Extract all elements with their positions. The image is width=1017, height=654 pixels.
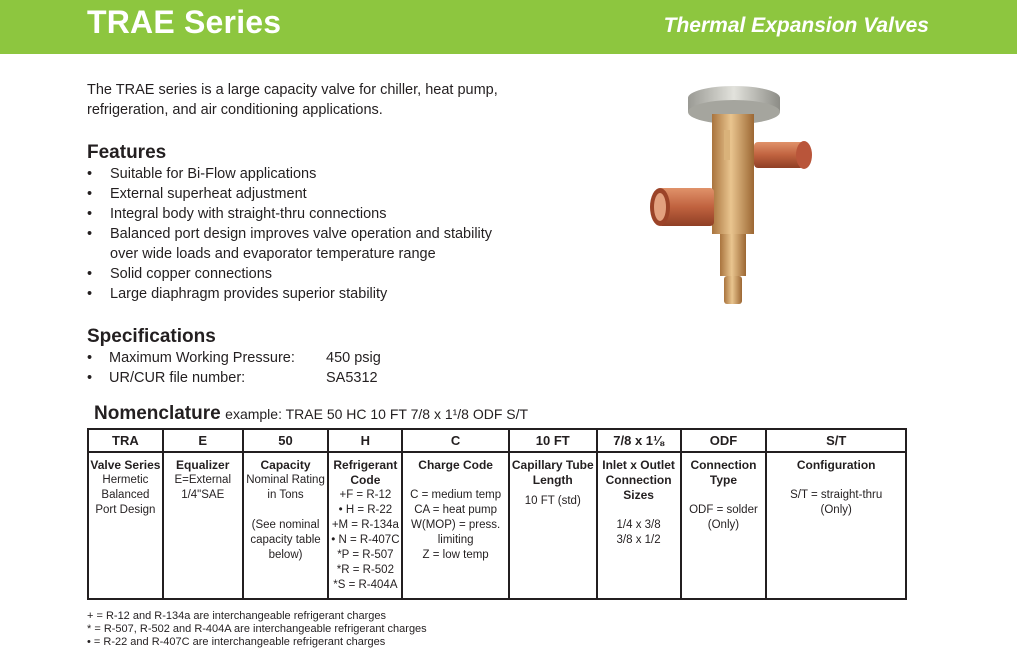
intro-paragraph: The TRAE series is a large capacity valve for chiller, heat pump, refrigeration, and air conditioning applications. (87, 82, 498, 118)
spec-value: 450 psig (326, 350, 381, 366)
nomenclature-heading (94, 403, 528, 425)
list-item: • Large diaphragm provides superior stability (87, 286, 388, 302)
column-code: E (163, 429, 243, 452)
page-subtitle: Thermal Expansion Valves (663, 14, 929, 37)
nomenclature-table (87, 428, 907, 600)
features-heading: Features (87, 142, 167, 163)
column-code: C (402, 429, 509, 452)
table-cell: Configuration S/T = straight-thru (Only) (766, 452, 906, 599)
list-item: • Integral body with straight-thru connections (87, 206, 387, 222)
list-item: • Balanced port design improves valve operation and stability over wide loads and evaporator temperature range (87, 226, 493, 262)
column-code: S/T (766, 429, 906, 452)
table-cell: Charge Code C = medium temp CA = heat pump W(MOP) = press. limiting Z = low temp (402, 452, 509, 599)
header-banner (0, 0, 1017, 54)
table-header-row (88, 429, 906, 452)
list-item: • Solid copper connections (87, 266, 273, 282)
spec-value: SA5312 (326, 370, 378, 386)
column-code: 10 FT (509, 429, 597, 452)
specifications-heading: Specifications (87, 326, 216, 347)
table-cell: Inlet x Outlet Connection Sizes 1/4 x 3/8 3/8 x 1/2 (597, 452, 681, 599)
column-code: H (328, 429, 402, 452)
spec-label: Maximum Working Pressure: (109, 350, 295, 366)
table-cell: Valve Series Hermetic Balanced Port Design (88, 452, 163, 599)
table-cell: Capacity Nominal Rating in Tons (See nominal capacity table below) (243, 452, 329, 599)
features-list (87, 164, 507, 304)
table-cell: Connection Type ODF = solder (Only) (681, 452, 767, 599)
page-title: TRAE Series (87, 4, 282, 40)
table-cell: Refrigerant Code +F = R-12 • H = R-22 +M = R-134a • N = R-407C *P = R-507 *R = R-502 *S = R-404A (328, 452, 402, 599)
footnote: * = R-507, R-502 and R-404A are interchangeable refrigerant charges (87, 623, 427, 635)
spec-label: UR/CUR file number: (109, 370, 246, 386)
valve-product-image (600, 70, 830, 320)
column-code: 7/8 x 1⅛ (597, 429, 681, 452)
footnotes (87, 610, 427, 649)
footnote: + = R-12 and R-134a are interchangeable refrigerant charges (87, 610, 387, 622)
footnote: • = R-22 and R-407C are interchangeable refrigerant charges (87, 636, 386, 648)
column-code: TRA (88, 429, 163, 452)
nomenclature-example: example: TRAE 50 HC 10 FT 7/8 x 1¹/8 ODF S/T (225, 406, 529, 422)
table-row (88, 452, 906, 599)
table-cell: Capillary Tube Length 10 FT (std) (509, 452, 597, 599)
column-code: 50 (243, 429, 329, 452)
column-code: ODF (681, 429, 767, 452)
table-cell: Equalizer E=External 1/4"SAE (163, 452, 243, 599)
nomenclature-title: Nomenclature (94, 403, 221, 424)
list-item: • External superheat adjustment (87, 186, 307, 202)
list-item: • Suitable for Bi-Flow applications (87, 166, 317, 182)
